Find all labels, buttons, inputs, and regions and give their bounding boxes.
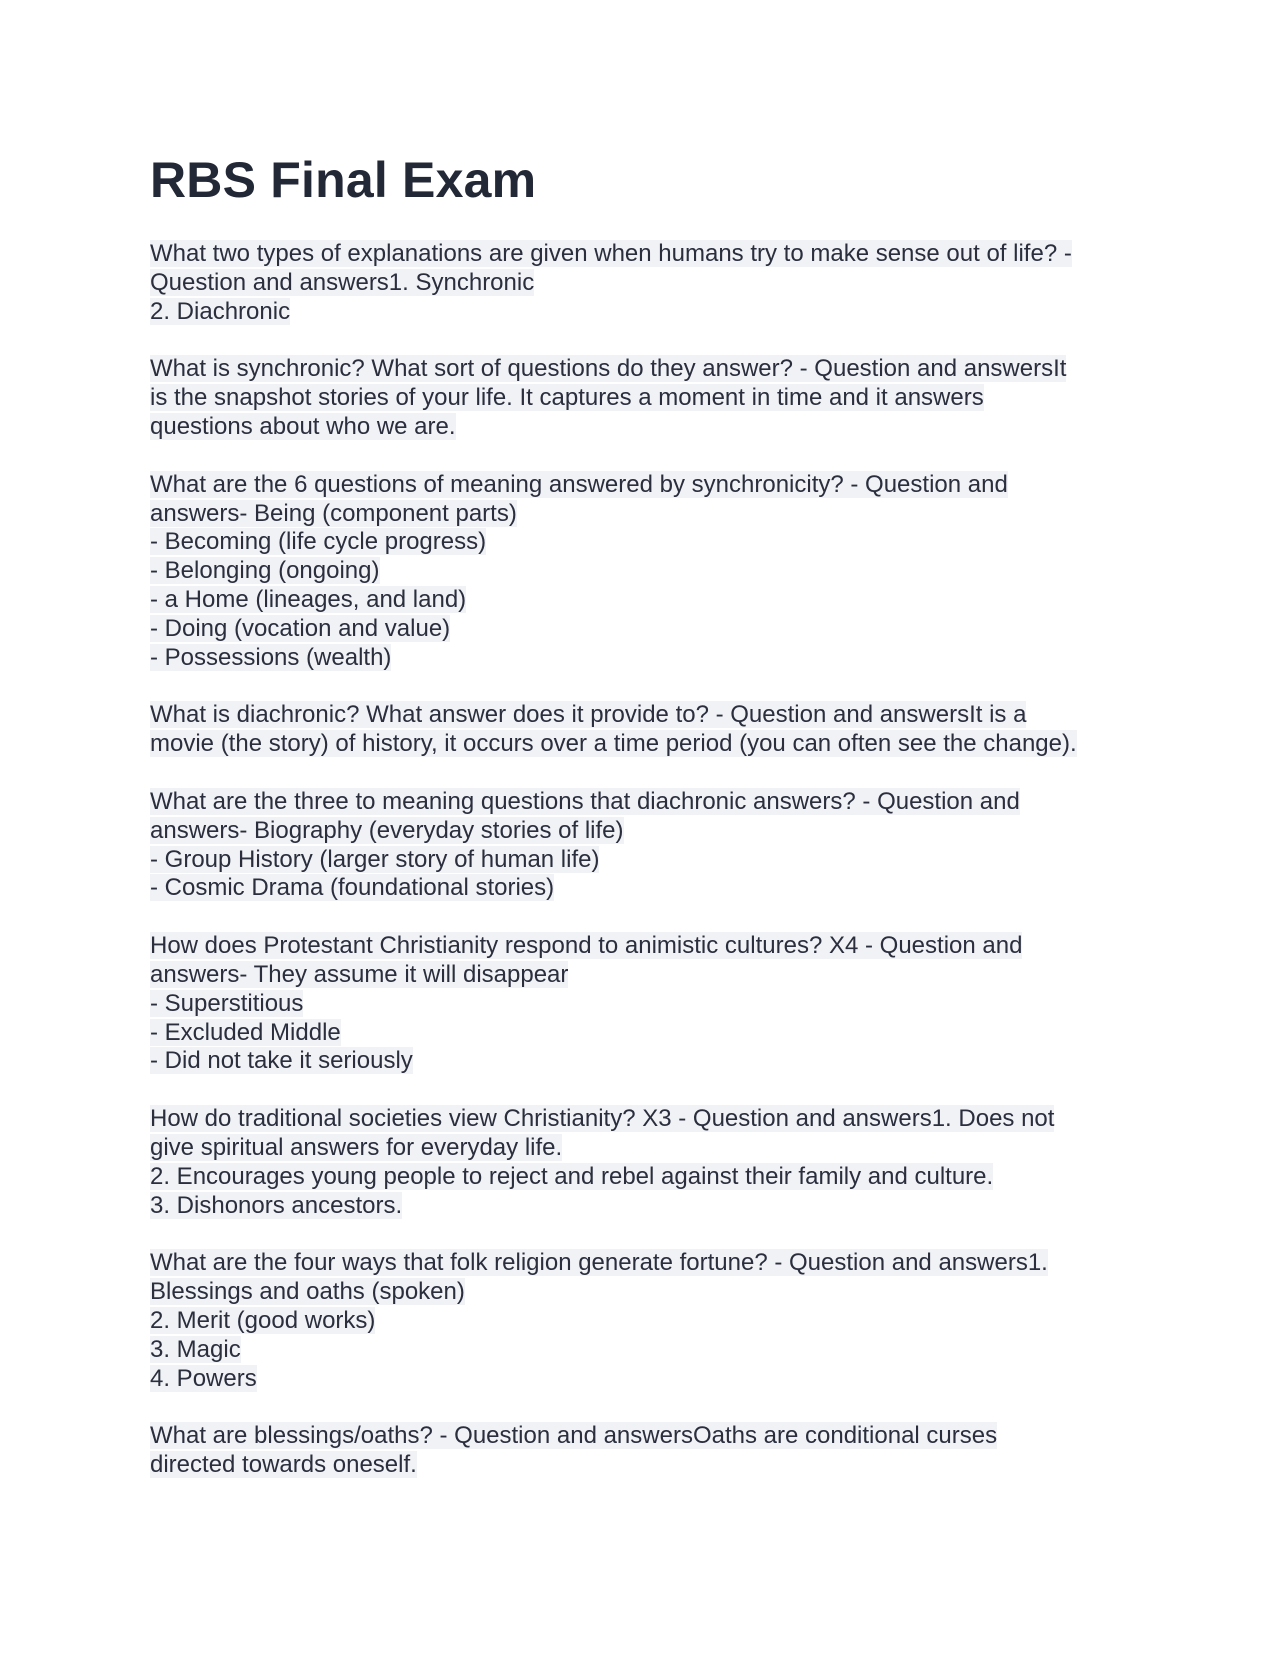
- qa-line: What is diachronic? What answer does it provide to? - Question and answersIt is a: [150, 701, 1027, 729]
- qa-line: - Cosmic Drama (foundational stories): [150, 874, 555, 902]
- qa-line: What are the four ways that folk religion generate fortune? - Question and answers1.: [150, 1249, 1048, 1277]
- qa-line: 4. Powers: [150, 1364, 257, 1392]
- qa-line: answers- Biography (everyday stories of life): [150, 816, 624, 844]
- document-page: [150, 150, 1130, 1509]
- qa-line: - Did not take it seriously: [150, 1047, 413, 1075]
- qa-line: What are blessings/oaths? - Question and answersOaths are conditional curses: [150, 1422, 998, 1450]
- qa-line: What is synchronic? What sort of questions do they answer? - Question and answersIt: [150, 355, 1067, 383]
- qa-entry: [150, 932, 1130, 1076]
- qa-line: - Superstitious: [150, 989, 304, 1017]
- qa-line: Question and answers1. Synchronic: [150, 268, 535, 296]
- qa-line: 2. Diachronic: [150, 297, 291, 325]
- qa-line: 2. Merit (good works): [150, 1306, 376, 1334]
- qa-line: questions about who we are.: [150, 412, 456, 440]
- qa-line: - a Home (lineages, and land): [150, 585, 467, 613]
- qa-line: is the snapshot stories of your life. It captures a moment in time and it answers: [150, 384, 984, 412]
- qa-line: 3. Dishonors ancestors.: [150, 1191, 403, 1219]
- qa-entry: [150, 701, 1130, 759]
- qa-line: 3. Magic: [150, 1335, 241, 1363]
- qa-line: How do traditional societies view Christianity? X3 - Question and answers1. Does not: [150, 1105, 1055, 1133]
- qa-line: - Doing (vocation and value): [150, 614, 451, 642]
- qa-line: movie (the story) of history, it occurs over a time period (you can often see the change).: [150, 730, 1077, 758]
- qa-line: answers- They assume it will disappear: [150, 960, 569, 988]
- qa-line: answers- Being (component parts): [150, 499, 517, 527]
- qa-entry: [150, 1422, 1130, 1480]
- qa-line: What two types of explanations are given when humans try to make sense out of life? -: [150, 240, 1072, 267]
- qa-line: What are the three to meaning questions that diachronic answers? - Question and: [150, 787, 1020, 815]
- qa-line: - Possessions (wealth): [150, 643, 392, 671]
- qa-entry: [150, 355, 1130, 441]
- qa-line: 2. Encourages young people to reject and rebel against their family and culture.: [150, 1162, 994, 1190]
- qa-line: - Excluded Middle: [150, 1018, 341, 1046]
- qa-line: give spiritual answers for everyday life.: [150, 1133, 563, 1161]
- qa-entry: [150, 240, 1130, 326]
- qa-entry: [150, 1105, 1130, 1220]
- qa-line: - Belonging (ongoing): [150, 557, 380, 585]
- qa-line: directed towards oneself.: [150, 1451, 417, 1479]
- qa-entry: [150, 471, 1130, 673]
- qa-line: Blessings and oaths (spoken): [150, 1278, 465, 1306]
- qa-line: - Group History (larger story of human life): [150, 845, 600, 873]
- qa-line: - Becoming (life cycle progress): [150, 528, 487, 556]
- qa-entry: [150, 1249, 1130, 1393]
- qa-entry: [150, 788, 1130, 903]
- qa-line: What are the 6 questions of meaning answered by synchronicity? - Question and: [150, 470, 1008, 498]
- document-title: RBS Final Exam: [150, 152, 537, 208]
- qa-line: How does Protestant Christianity respond to animistic cultures? X4 - Question and: [150, 932, 1023, 960]
